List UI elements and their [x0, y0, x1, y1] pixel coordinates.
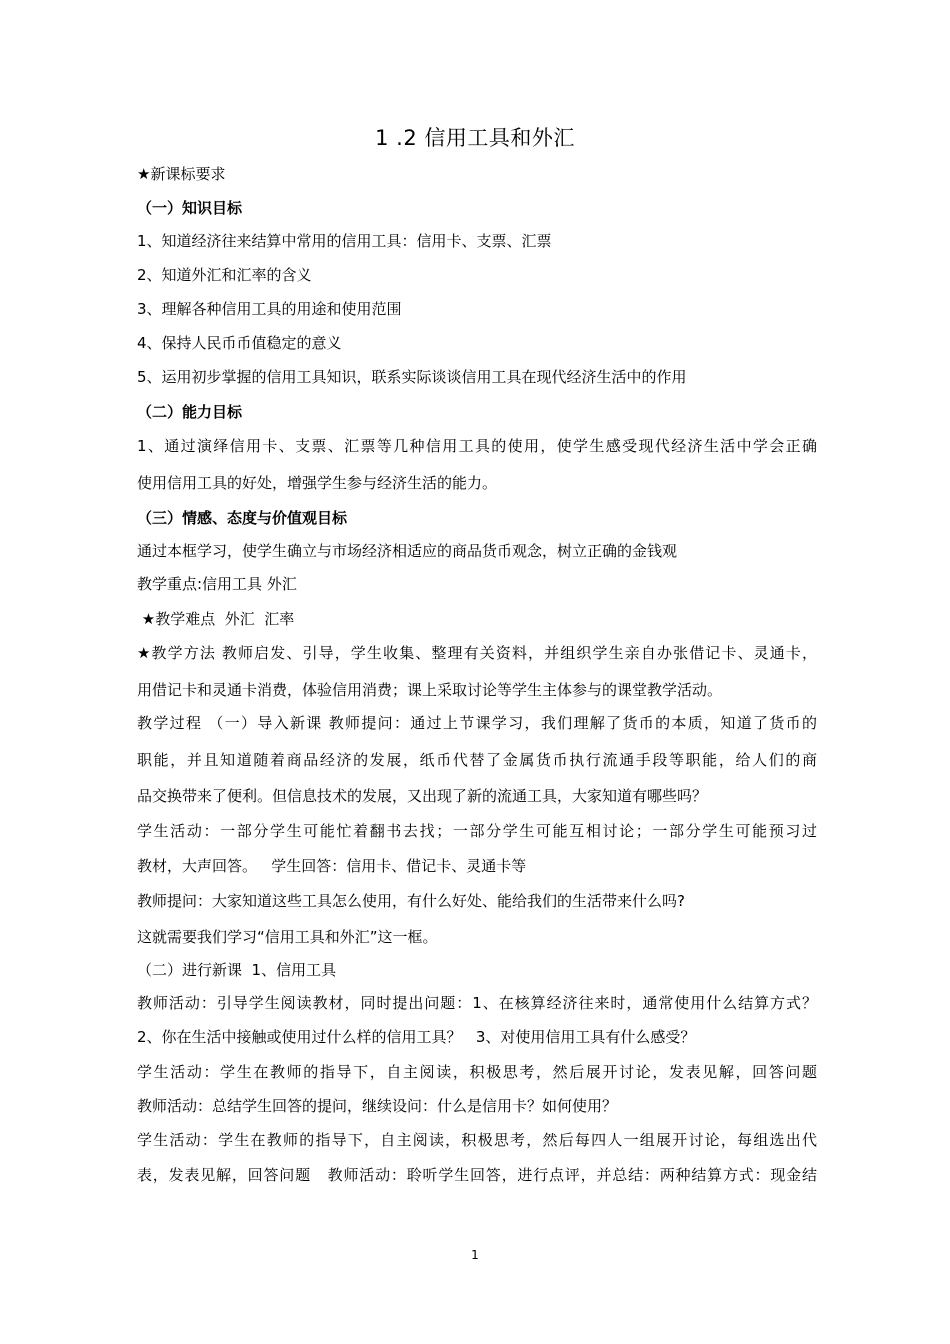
section-heading-standards: ★新课标要求	[137, 165, 226, 183]
paragraph-line: 使用信用工具的好处，增强学生参与经济生活的能力。	[137, 474, 498, 492]
paragraph-line: 通过本框学习，使学生确立与市场经济相适应的商品货币观念，树立正确的金钱观	[137, 542, 678, 560]
section-heading-attitude: （三）情感、态度与价值观目标	[137, 509, 348, 527]
paragraph-line: 教学重点:信用工具 外汇	[137, 575, 297, 593]
paragraph-line: 品交换带来了便利。但信息技术的发展，又出现了新的流通工具，大家知道有哪些吗？	[137, 787, 708, 805]
paragraph-line: 教师提问：大家知道这些工具怎么使用，有什么好处、能给我们的生活带来什么吗?	[137, 892, 685, 910]
section-heading-knowledge: （一）知识目标	[137, 199, 243, 217]
paragraph-line: 用借记卡和灵通卡消费，体验信用消费；课上采取讨论等学生主体参与的课堂教学活动。	[137, 681, 723, 699]
paragraph-line: 表，发表见解，回答问题 教师活动：聆听学生回答，进行点评，并总结：两种结算方式：现金结	[137, 1166, 817, 1184]
paragraph-line: 教师活动：总结学生回答的提问，继续设问：什么是信用卡？如何使用？	[137, 1097, 618, 1115]
paragraph-line: 职能，并且知道随着商品经济的发展，纸币代替了金属货币执行流通手段等职能，给人们的商	[137, 751, 817, 769]
paragraph-line: 5、运用初步掌握的信用工具知识，联系实际谈谈信用工具在现代经济生活中的作用	[137, 368, 687, 386]
paragraph-line: 教学过程 （一）导入新课 教师提问：通过上节课学习，我们理解了货币的本质，知道了货币的	[137, 714, 817, 732]
paragraph-line: 4、保持人民币币值稳定的意义	[137, 334, 342, 352]
paragraph-line: 学生活动：一部分学生可能忙着翻书去找；一部分学生可能互相讨论；一部分学生可能预习过	[137, 822, 817, 840]
paragraph-line: 学生活动：学生在教师的指导下，自主阅读，积极思考，然后展开讨论，发表见解，回答问题	[137, 1063, 817, 1081]
paragraph-line: ★教学难点 外汇 汇率	[137, 610, 295, 628]
paragraph-line: 2、你在生活中接触或使用过什么样的信用工具？ 3、对使用信用工具有什么感受？	[137, 1028, 696, 1046]
page-number: 1	[471, 1248, 479, 1262]
paragraph-line: 教材，大声回答。 学生回答：信用卡、借记卡、灵通卡等	[137, 857, 527, 875]
paragraph-line: 2、知道外汇和汇率的含义	[137, 266, 312, 284]
paragraph-line: 3、理解各种信用工具的用途和使用范围	[137, 300, 402, 318]
paragraph-line: 1、通过演绎信用卡、支票、汇票等几种信用工具的使用，使学生感受现代经济生活中学会正确	[137, 437, 817, 455]
paragraph-line: 学生活动：学生在教师的指导下，自主阅读，积极思考，然后每四人一组展开讨论，每组选出代	[137, 1131, 817, 1149]
section-heading-new-lesson: （二）进行新课 1、信用工具	[137, 961, 337, 979]
paragraph-line: 1、知道经济往来结算中常用的信用工具：信用卡、支票、汇票	[137, 232, 552, 250]
paragraph-line: ★教学方法 教师启发、引导，学生收集、整理有关资料，并组织学生亲自办张借记卡、灵通卡，	[137, 644, 817, 662]
paragraph-line: 教师活动：引导学生阅读教材，同时提出问题：1、在核算经济往来时，通常使用什么结算方式？	[137, 994, 817, 1012]
document-title: 1 .2 信用工具和外汇	[375, 126, 575, 150]
section-heading-ability: （二）能力目标	[137, 403, 243, 421]
paragraph-line: 这就需要我们学习“信用工具和外汇”这一框。	[137, 928, 438, 946]
